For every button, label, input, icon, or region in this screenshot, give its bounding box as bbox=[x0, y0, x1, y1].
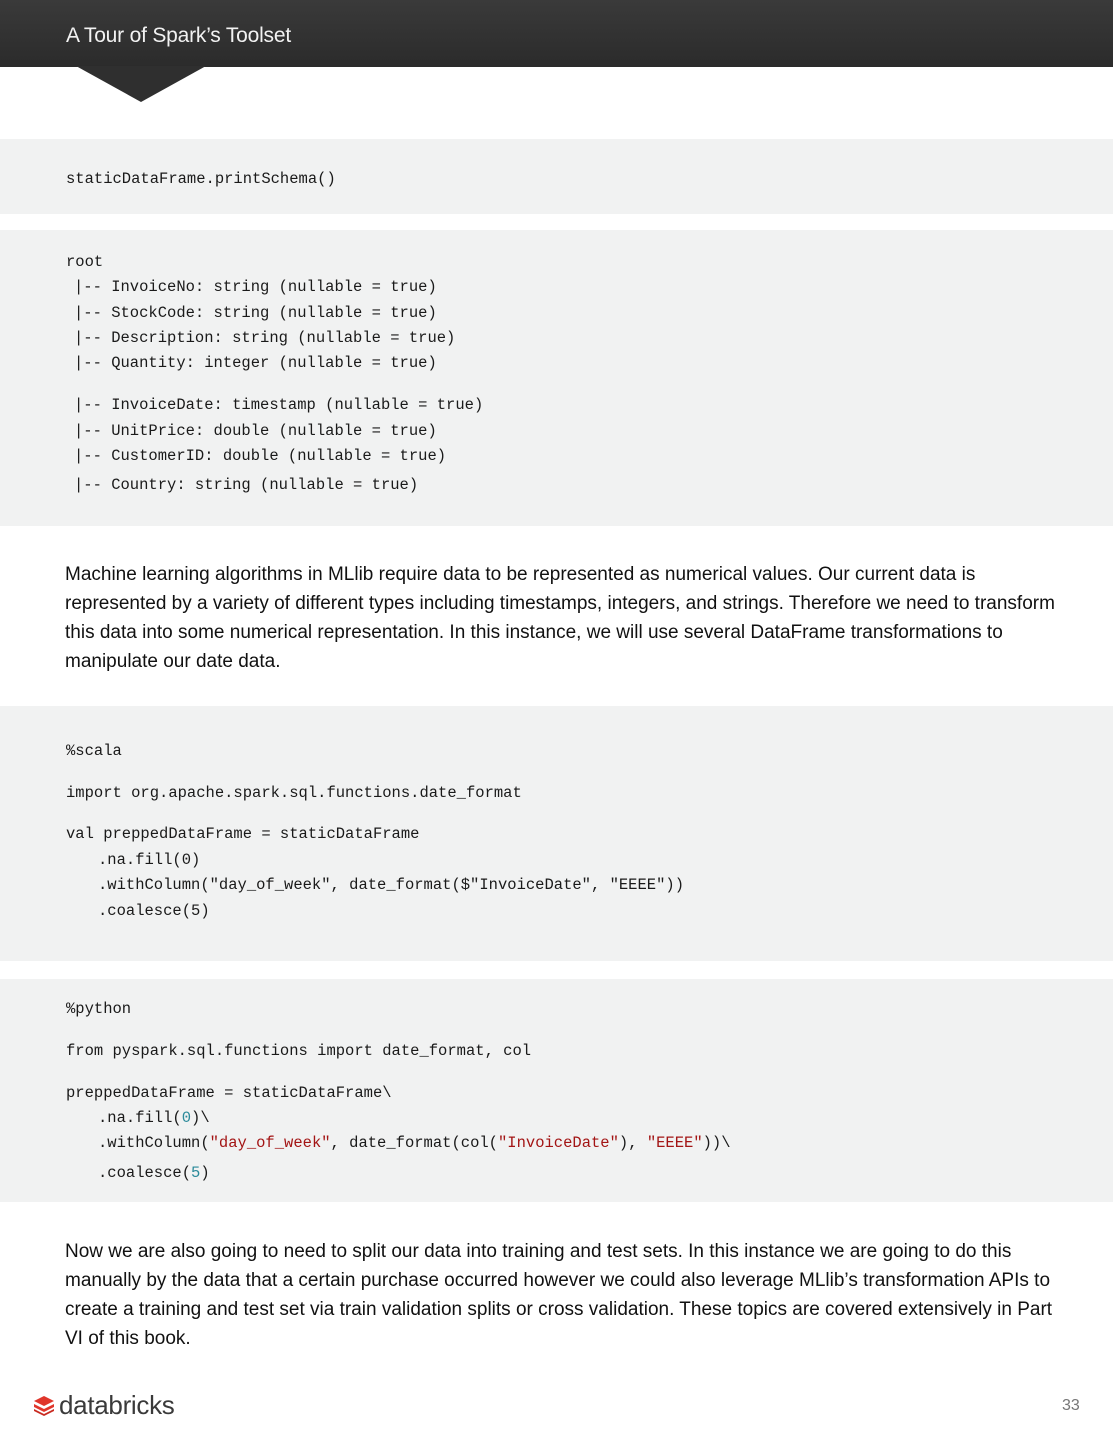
code-line: %scala bbox=[66, 742, 122, 760]
code-line: |-- StockCode: string (nullable = true) bbox=[74, 304, 437, 322]
databricks-logo bbox=[33, 1390, 175, 1420]
page-number: 33 bbox=[1062, 1397, 1080, 1414]
code-line: staticDataFrame.printSchema() bbox=[66, 170, 336, 188]
code-token: ), bbox=[618, 1134, 647, 1152]
code-block-schema-output bbox=[0, 230, 1113, 526]
code-token: .na.fill( bbox=[98, 1109, 182, 1127]
code-line: |-- Country: string (nullable = true) bbox=[74, 476, 419, 494]
code-block-scala bbox=[0, 706, 1113, 961]
code-token: .coalesce( bbox=[98, 1164, 192, 1182]
body-paragraph: Machine learning algorithms in MLlib require data to be represented as numerical values. Our current data is represented by a variety of different types including timestamps, integers, and strings. Therefore we need to transform this data into some numerical representation. In this instance, we will use several DataFrame transformations to manipulate our date data. bbox=[65, 564, 1055, 672]
code-block-python bbox=[0, 979, 1113, 1202]
databricks-logo-icon bbox=[33, 1394, 55, 1416]
code-line: preppedDataFrame = staticDataFrame\ bbox=[66, 1084, 392, 1102]
header-tab-marker bbox=[76, 66, 206, 102]
code-token: .withColumn( bbox=[98, 1134, 210, 1152]
code-line: val preppedDataFrame = staticDataFrame bbox=[66, 825, 420, 843]
code-line: |-- InvoiceNo: string (nullable = true) bbox=[74, 278, 437, 296]
code-line: |-- Description: string (nullable = true) bbox=[74, 329, 456, 347]
body-paragraph: Now we are also going to need to split our data into training and test sets. In this instance we are going to do this manually by the data that a certain purchase occurred however we could also leverage MLlib’s transformation APIs to create a training and test set via train validation splits or cross validation. These topics are covered extensively in Part VI of this book. bbox=[65, 1241, 1053, 1349]
page-header bbox=[0, 0, 1113, 67]
code-line: import org.apache.spark.sql.functions.date_format bbox=[66, 784, 522, 802]
code-line: |-- CustomerID: double (nullable = true) bbox=[74, 447, 447, 465]
code-line: |-- InvoiceDate: timestamp (nullable = true) bbox=[74, 396, 484, 414]
code-line: |-- UnitPrice: double (nullable = true) bbox=[74, 422, 437, 440]
code-line-na-fill bbox=[98, 1108, 210, 1128]
code-line: %python bbox=[66, 1000, 132, 1018]
code-token: ))\ bbox=[702, 1134, 731, 1152]
code-string: "EEEE" bbox=[646, 1134, 703, 1152]
code-token: ) bbox=[200, 1164, 210, 1182]
header-title: A Tour of Spark’s Toolset bbox=[66, 24, 291, 47]
code-number: 0 bbox=[181, 1109, 192, 1127]
code-line-coalesce bbox=[98, 1163, 210, 1183]
code-number: 5 bbox=[191, 1164, 201, 1182]
code-line: |-- Quantity: integer (nullable = true) bbox=[74, 354, 437, 372]
code-line: root bbox=[66, 253, 104, 271]
code-line: .na.fill(0) bbox=[98, 851, 201, 869]
code-string: "day_of_week" bbox=[209, 1134, 331, 1152]
code-token: , date_format(col( bbox=[330, 1134, 498, 1152]
code-line: .withColumn("day_of_week", date_format($"InvoiceDate", "EEEE")) bbox=[98, 876, 684, 894]
code-token: )\ bbox=[191, 1109, 210, 1127]
logo-wordmark: databricks bbox=[59, 1389, 175, 1420]
code-line: .coalesce(5) bbox=[98, 902, 210, 920]
code-block-print-schema bbox=[0, 139, 1113, 214]
code-line: from pyspark.sql.functions import date_format, col bbox=[66, 1042, 532, 1060]
code-line-with-column bbox=[98, 1133, 731, 1153]
code-string: "InvoiceDate" bbox=[497, 1134, 619, 1152]
